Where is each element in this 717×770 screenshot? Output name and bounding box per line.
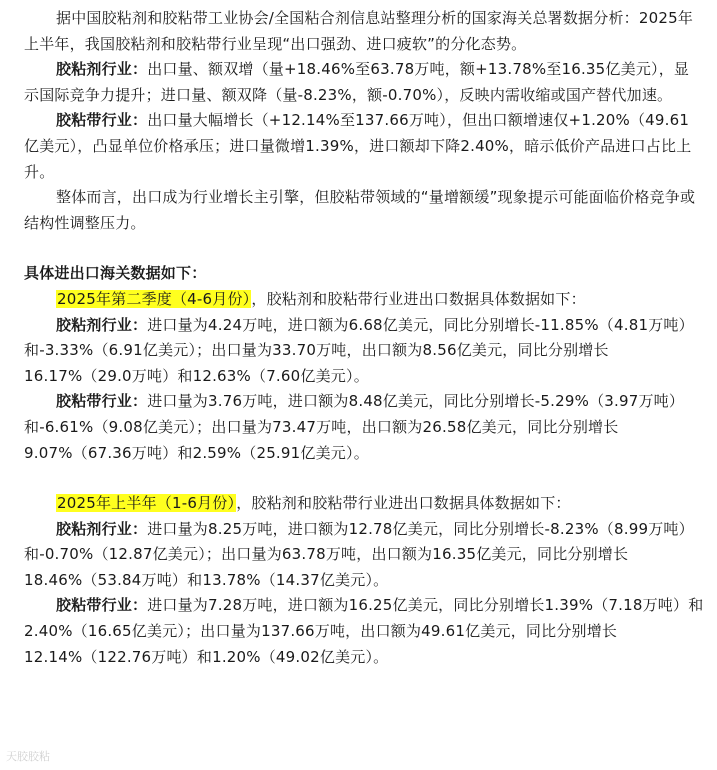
h1-adhesive-label: 胶粘剂行业： [56, 519, 148, 538]
section-heading: 具体进出口海关数据如下： [24, 264, 207, 283]
q2-tape-paragraph: 胶粘带行业：进口量为3.76万吨，进口额为8.48亿美元，同比分别增长-5.29%（3.97万吨）和-6.61%（9.08亿美元）；出口量为73.47万吨，出口额为26.58亿美元，同比分别增长9.07%（67.36万吨）和2.59%（25.91亿美元）。 [24, 392, 685, 462]
h1-adhesive-paragraph: 胶粘剂行业：进口量为8.25万吨，进口额为12.78亿美元，同比分别增长-8.23%（8.99万吨）和-0.70%（12.87亿美元）；出口量为63.78万吨，出口额为16.35亿美元，同比分别增长18.46%（53.84万吨）和13.78%（14.37亿美元）。 [24, 519, 694, 589]
q2-lead-paragraph: 2025年第二季度（4-6月份），胶粘剂和胶粘带行业进出口数据具体数据如下： [57, 289, 586, 308]
h1-tape-label: 胶粘带行业： [56, 596, 148, 615]
q2-tape-label: 胶粘带行业： [56, 392, 148, 411]
q2-adhesive-paragraph: 胶粘剂行业：进口量为4.24万吨，进口额为6.68亿美元，同比分别增长-11.85%（4.81万吨）和-3.33%（6.91亿美元）；出口量为33.70万吨，出口额为8.56亿美元，同比分别增长16.17%（29.0万吨）和12.63%（7.60亿美元）。 [24, 315, 694, 385]
q2-adhesive-label: 胶粘剂行业： [56, 315, 148, 334]
tape-summary-paragraph: 胶粘带行业：出口量大幅增长（+12.14%至137.66万吨），但出口额增速仅+1.20%（49.61亿美元），凸显单位价格承压；进口量微增1.39%，进口额却下降2.40%，暗示低价产品进口占比上升。 [24, 111, 692, 181]
h1-period-highlight: 2025年上半年（1-6月份） [57, 494, 236, 513]
adhesive-label: 胶粘剂行业： [56, 60, 148, 79]
h1-lead-paragraph: 2025年上半年（1-6月份），胶粘剂和胶粘带行业进出口数据具体数据如下： [57, 494, 571, 513]
article-body [24, 6, 704, 670]
watermark: 天胶胶粘 [6, 750, 50, 763]
tape-label: 胶粘带行业： [56, 111, 148, 130]
q2-period-highlight: 2025年第二季度（4-6月份） [57, 289, 251, 308]
intro-paragraph: 据中国胶粘剂和胶粘带工业协会/全国粘合剂信息站整理分析的国家海关总署数据分析：2025年上半年，我国胶粘剂和胶粘带行业呈现“出口强劲、进口疲软”的分化态势。 [24, 9, 694, 53]
overall-paragraph: 整体而言，出口成为行业增长主引擎，但胶粘带领域的“量增额缓”现象提示可能面临价格竞争或结构性调整压力。 [24, 188, 696, 232]
h1-tape-paragraph: 胶粘带行业：进口量为7.28万吨，进口额为16.25亿美元，同比分别增长1.39%（7.18万吨）和2.40%（16.65亿美元）；出口量为137.66万吨，出口额为49.61亿美元，同比分别增长12.14%（122.76万吨）和1.20%（49.02亿美元）。 [24, 596, 704, 666]
adhesive-summary-paragraph: 胶粘剂行业：出口量、额双增（量+18.46%至63.78万吨，额+13.78%至16.35亿美元），显示国际竞争力提升；进口量、额双降（量-8.23%，额-0.70%），反映内需收缩或国产替代加速。 [24, 60, 690, 104]
